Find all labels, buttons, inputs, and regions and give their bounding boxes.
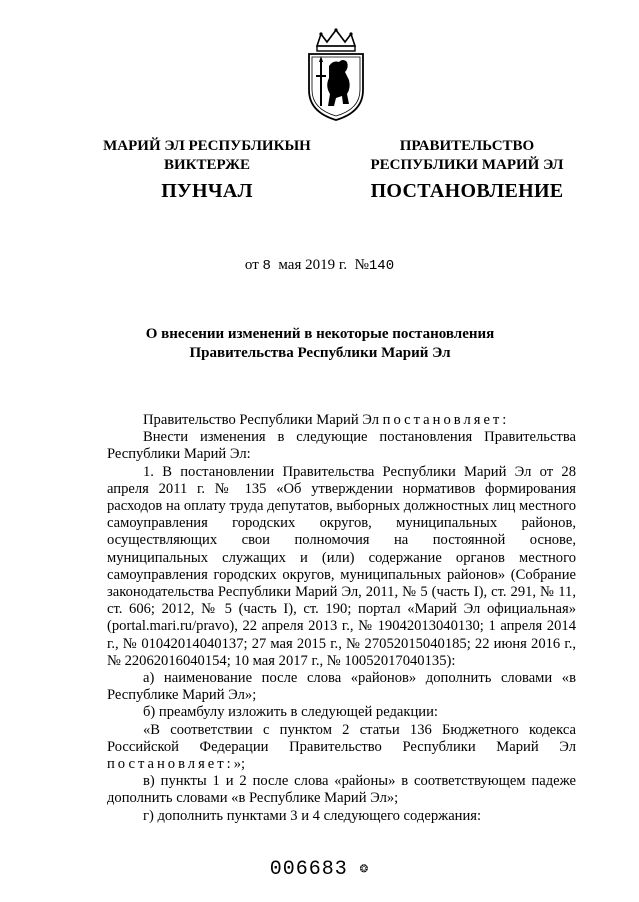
number-prefix: № (354, 257, 369, 273)
preamble-text: Правительство Республики Марий Эл (143, 412, 383, 428)
paragraph-intro: Внести изменения в следующие постановления Правительства Республики Марий Эл: (107, 429, 576, 463)
paragraph-item-v: в) пункты 1 и 2 после слова «районы» в соответствующем падеже дополнить словами «в Республике Марий Эл»; (107, 773, 576, 807)
date-prefix: от (244, 257, 259, 273)
header-right-title: ПОСТАНОВЛЕНИЕ (370, 180, 564, 202)
preamble-decree-word: постановляет: (382, 412, 510, 428)
header-left-title: ПУНЧАЛ (161, 180, 253, 202)
serial-number (0, 858, 639, 881)
document-body (107, 412, 576, 825)
header-left-line1: МАРИЙ ЭЛ РЕСПУБЛИКЫН (103, 138, 311, 154)
document-number: 140 (368, 258, 395, 274)
header-right-line1: ПРАВИТЕЛЬСТВО (399, 138, 535, 154)
quote-end: »; (233, 756, 246, 773)
document-title-line2: Правительства Республики Марий Эл (189, 345, 451, 361)
serial-number-text: 006683 (269, 858, 348, 881)
quote-decree-word: постановляет: (107, 756, 234, 773)
document-title-line1: О внесении изменений в некоторые постановления (145, 326, 495, 342)
header-right-block (342, 137, 592, 175)
header-right-line2: РЕСПУБЛИКИ МАРИЙ ЭЛ (370, 157, 564, 173)
header-left-block (82, 137, 332, 175)
paragraph-item-1: 1. В постановлении Правительства Республики Марий Эл от 28 апреля 2011 г. № 135 «Об утверждении нормативов формирования расходов на оплату труда депутатов, выборных должностных лиц местного самоуправления городских округов, муниципальных районов, осуществляющих свои полномочия на постоянной основе, муниципальных служащих и (или) содержание органов местного самоуправления городских округов, муниципальных районов» (Собрание законодательства Республики Марий Эл, 2011, № 5 (часть I), ст. 291, № 11, ст. 606; 2012, № 5 (часть I), ст. 190; портал «Марий Эл официальная» (portal.mari.ru/pravo), 22 апреля 2013 г., № 19042013040130; 1 апреля 2014 г., № 01042014040137; 27 мая 2015 г., № 27052015040185; 22 июня 2016 г., № 22062016040154; 10 мая 2017 г., № 10052017040135): (107, 463, 576, 669)
paragraph-item-g: г) дополнить пунктами 3 и 4 следующего содержания: (143, 807, 482, 824)
document-title (80, 325, 560, 363)
paragraph-item-a: а) наименование после слова «районов» дополнить словами «в Республике Марий Эл»; (107, 670, 576, 704)
paragraph-item-b: б) преамбулу изложить в следующей редакции: (143, 704, 438, 721)
header-left-line2: ВИКТЕРЖЕ (163, 157, 251, 173)
date-day: 8 (262, 258, 271, 274)
quote-text: «В соответствии с пунктом 2 статьи 136 Бюджетного кодекса Российской Федерации Правительство Республики Марий Эл (107, 721, 576, 755)
coat-of-arms-emblem (303, 28, 369, 122)
date-line (0, 257, 639, 274)
paragraph-preamble (107, 412, 576, 429)
paragraph-quote (107, 722, 576, 774)
serial-mark-icon: ❂ (359, 861, 370, 877)
date-month-year: мая 2019 г. (278, 257, 348, 273)
